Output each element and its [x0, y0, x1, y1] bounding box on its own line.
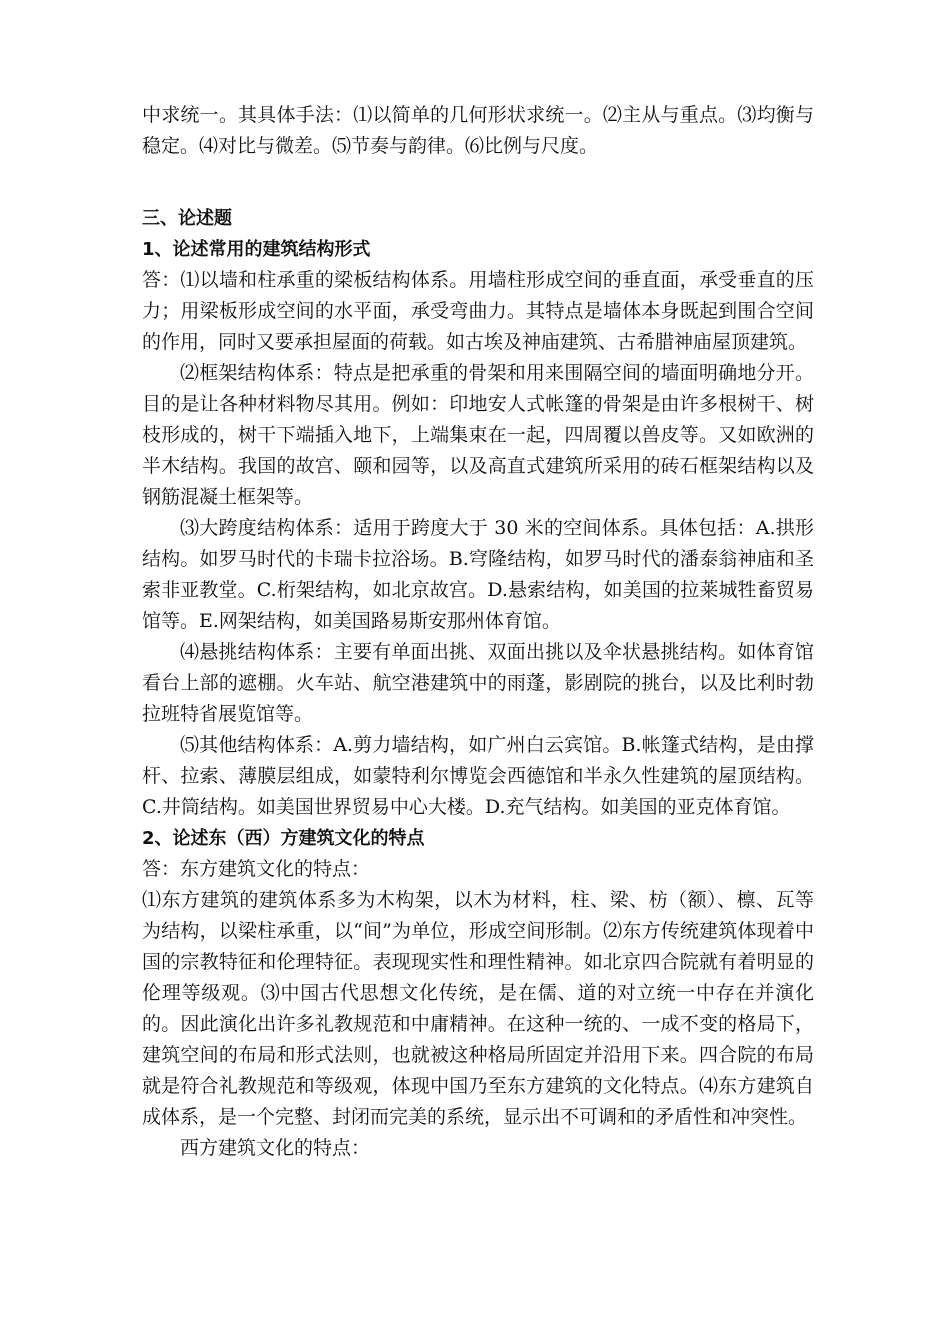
- q2-answer-lead: 答：东方建筑文化的特点：: [142, 858, 371, 880]
- q1-answer-paragraph-2: ⑵框架结构体系：特点是把承重的骨架和用来围隔空间的墙面明确地分开。目的是让各种材料物尽其用。例如：印地安人式帐篷的骨架是由许多根树干、树枝形成的，树干下端插入地下，上端集束在一起，四周覆以兽皮等。又如欧洲的半木结构。我国的故宫、颐和园等，以及高直式建筑所采用的砖石框架结构以及钢筋混凝土框架等。: [142, 362, 814, 508]
- section-spacer: [142, 162, 814, 203]
- q1-answer-paragraph-5: ⑸其他结构体系：A.剪力墙结构，如广州白云宾馆。B.帐篷式结构，是由撑杆、拉索、薄膜层组成，如蒙特利尔博览会西德馆和半永久性建筑的屋顶结构。C.井筒结构。如美国世界贸易中心大楼。D.充气结构。如美国的亚克体育馆。: [142, 734, 814, 818]
- intro-paragraph: 中求统一。其具体手法：⑴以简单的几何形状求统一。⑵主从与重点。⑶均衡与稳定。⑷对比与微差。⑸节奏与韵律。⑹比例与尺度。: [142, 104, 814, 157]
- q2-west-lead: 西方建筑文化的特点：: [180, 1137, 371, 1159]
- q1-answer-paragraph-1: 答：⑴以墙和柱承重的梁板结构体系。用墙柱形成空间的垂直面，承受垂直的压力；用梁板形成空间的水平面，承受弯曲力。其特点是墙体本身既起到围合空间的作用，同时又要承担屋面的荷载。如古埃及神庙建筑、古希腊神庙屋顶建筑。: [142, 269, 814, 353]
- question-2-title: 2、论述东（西）方建筑文化的特点: [142, 828, 425, 849]
- q1-answer-paragraph-4: ⑷悬挑结构体系：主要有单面出挑、双面出挑以及伞状悬挑结构。如体育馆看台上部的遮棚。火车站、航空港建筑中的雨蓬，影剧院的挑台，以及比利时勃拉班特省展览馆等。: [142, 641, 814, 725]
- question-1-title: 1、论述常用的建筑结构形式: [142, 239, 371, 260]
- document-page: [142, 100, 814, 1164]
- q2-east-paragraph: ⑴东方建筑的建筑体系多为木构架，以木为材料，柱、梁、枋（额）、檩、瓦等为结构，以梁柱承重，以“间”为单位，形成空间形制。⑵东方传统建筑体现着中国的宗教特征和伦理特征。表现现实性和理性精神。如北京四合院就有着明显的伦理等级观。⑶中国古代思想文化传统，是在儒、道的对立统一中存在并演化的。因此演化出许多礼教规范和中庸精神。在这种一统的、一成不变的格局下，建筑空间的布局和形式法则，也就被这种格局所固定并沿用下来。四合院的布局就是符合礼教规范和等级观，体现中国乃至东方建筑的文化特点。⑷东方建筑自成体系，是一个完整、封闭而完美的系统，显示出不可调和的矛盾性和冲突性。: [142, 889, 814, 1128]
- section-heading: 三、论述题: [142, 208, 232, 229]
- q1-answer-paragraph-3: ⑶大跨度结构体系：适用于跨度大于 30 米的空间体系。具体包括：A.拱形结构。如罗马时代的卡瑞卡拉浴场。B.穹隆结构，如罗马时代的潘泰翁神庙和圣索非亚教堂。C.桁架结构，如北京故宫。D.悬索结构，如美国的拉莱城牲畜贸易馆等。E.网架结构，如美国路易斯安那州体育馆。: [142, 517, 814, 632]
